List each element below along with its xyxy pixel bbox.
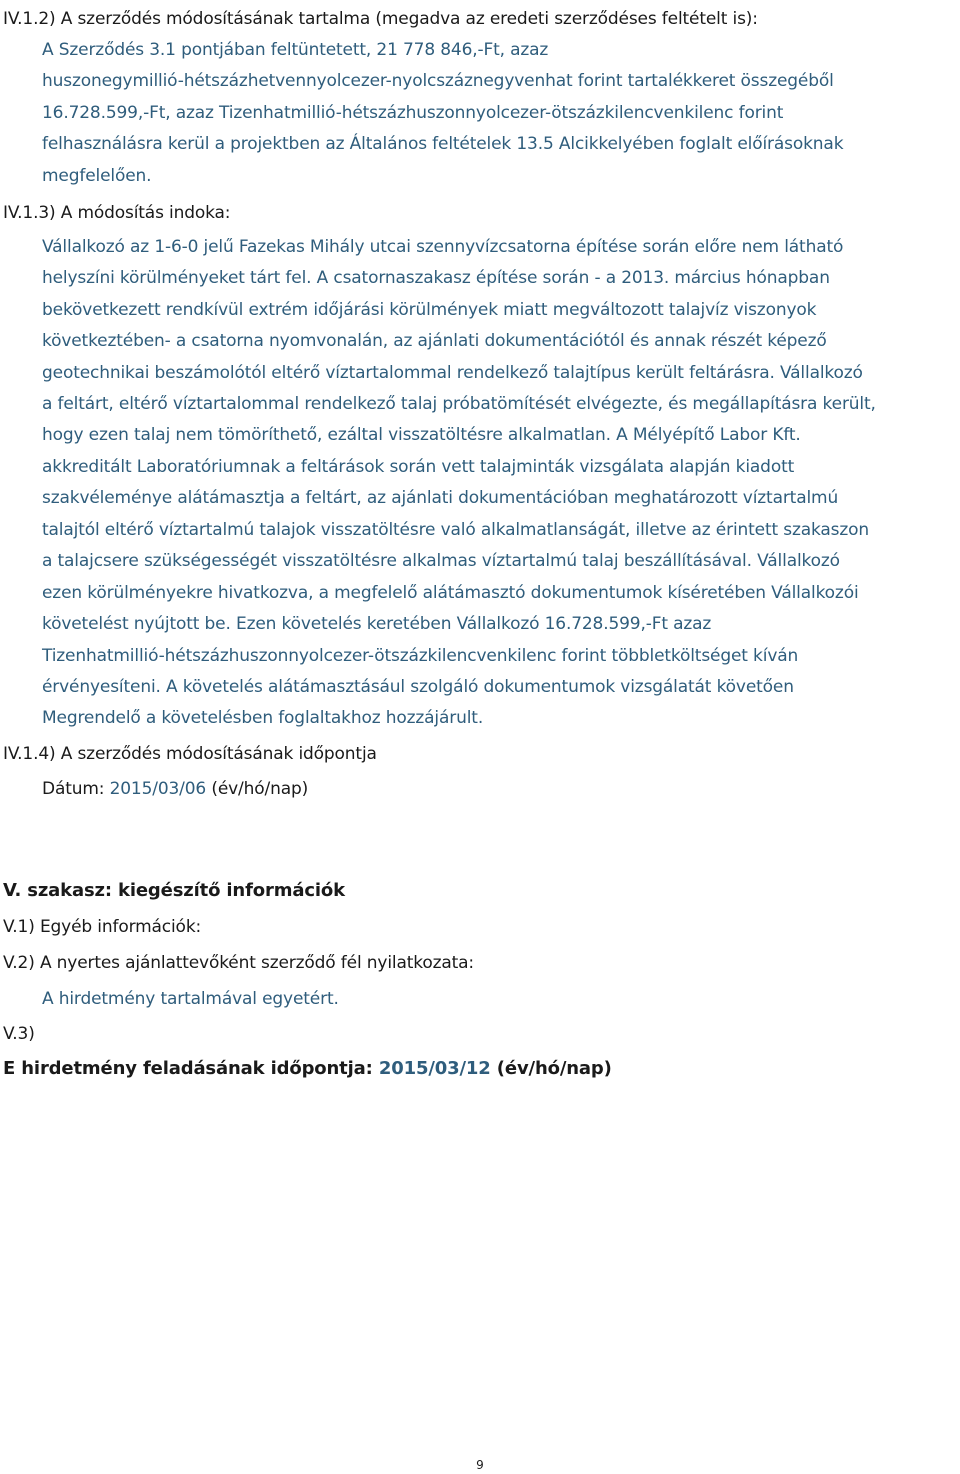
- date-label: Dátum:: [42, 779, 110, 799]
- paragraph-line: a feltárt, eltérő víztartalommal rendelkező talaj próbatömítését elvégezte, és megállapításra került,: [42, 394, 876, 414]
- paragraph-line: felhasználásra kerül a projektben az Általános feltételek 13.5 Alcikkelyében foglalt előírásoknak: [42, 134, 844, 154]
- paragraph-line: talajtól eltérő víztartalmú talajok visszatöltésre való alkalmatlanságát, illetve az érintett szakaszon: [42, 520, 870, 540]
- dispatch-date-value: 2015/03/12: [378, 1058, 491, 1079]
- paragraph-line: geotechnikai beszámolótól eltérő víztartalommal rendelkező talajtípus került feltárásra. Vállalkozó: [42, 363, 863, 383]
- paragraph-line: Megrendelő a követelésben foglaltakhoz hozzájárult.: [42, 708, 484, 728]
- paragraph-line: Tizenhatmillió-hétszázhuszonnyolcezer-ötszázkilencvenkilenc forint többletköltséget kíván: [42, 646, 799, 666]
- section-v1-label: V.1) Egyéb információk:: [3, 917, 202, 937]
- date-format-suffix: (év/hó/nap): [206, 779, 309, 799]
- paragraph-line: akkreditált Laboratóriumnak a feltárások során vett talajminták vizsgálata alapján kiadott: [42, 457, 795, 477]
- section-heading-iv-1-3: IV.1.3) A módosítás indoka:: [3, 203, 231, 223]
- paragraph-line: bekövetkezett rendkívül extrém időjárási körülmények miatt megváltozott talajvíz viszonyok: [42, 300, 817, 320]
- paragraph-line: megfelelően.: [42, 166, 152, 186]
- dispatch-date: [3, 1058, 612, 1080]
- paragraph-line: követelést nyújtott be. Ezen követelés keretében Vállalkozó 16.728.599,-Ft azaz: [42, 614, 712, 634]
- section-heading-iv-1-2: IV.1.2) A szerződés módosításának tartalma (megadva az eredeti szerződéses feltételt is):: [3, 9, 758, 29]
- section-v2-answer: A hirdetmény tartalmával egyetért.: [42, 989, 339, 1009]
- page-number: 9: [476, 1458, 484, 1472]
- date-value: 2015/03/06: [109, 779, 207, 799]
- dispatch-date-format-suffix: (év/hó/nap): [490, 1058, 612, 1079]
- paragraph-line: ezen körülményekre hivatkozva, a megfelelő alátámasztó dokumentumok kíséretében Vállalkozói: [42, 583, 859, 603]
- dispatch-date-label: E hirdetmény feladásának időpontja:: [3, 1058, 379, 1079]
- paragraph-line: 16.728.599,-Ft, azaz Tizenhatmillió-hétszázhuszonnyolcezer-ötszázkilencvenkilenc forint: [42, 103, 784, 123]
- paragraph-line: A Szerződés 3.1 pontjában feltüntetett, 21 778 846,-Ft, azaz: [42, 40, 549, 60]
- section-v3-label: V.3): [3, 1024, 35, 1044]
- paragraph-line: érvényesíteni. A követelés alátámasztásául szolgáló dokumentumok vizsgálatát követően: [42, 677, 794, 697]
- paragraph-line: helyszíni körülményeket tárt fel. A csatornaszakasz építése során - a 2013. március hónapban: [42, 268, 830, 288]
- section-heading-v: V. szakasz: kiegészítő információk: [3, 880, 345, 901]
- paragraph-line: szakvéleménye alátámasztja a feltárt, az ajánlati dokumentációban meghatározott víztartalmú: [42, 488, 839, 508]
- paragraph-line: hogy ezen talaj nem tömöríthető, ezáltal visszatöltésre alkalmatlan. A Mélyépítő Labor Kft.: [42, 425, 801, 445]
- paragraph-line: huszonegymillió-hétszázhetvennyolcezer-nyolcszáznegyvenhat forint tartalékkeret összegéből: [42, 71, 834, 91]
- paragraph-line: következtében- a csatorna nyomvonalán, az ajánlati dokumentációtól és annak részét képező: [42, 331, 827, 351]
- paragraph-line: Vállalkozó az 1-6-0 jelű Fazekas Mihály utcai szennyvízcsatorna építése során előre nem látható: [42, 237, 844, 257]
- section-heading-iv-1-4: IV.1.4) A szerződés módosításának időpontja: [3, 744, 377, 764]
- section-v2-label: V.2) A nyertes ajánlattevőként szerződő fél nyilatkozata:: [3, 953, 474, 973]
- paragraph-line: a talajcsere szükségességét visszatöltésre alkalmas víztartalmú talaj beszállításával. Vállalkozó: [42, 551, 840, 571]
- modification-date: [42, 778, 308, 800]
